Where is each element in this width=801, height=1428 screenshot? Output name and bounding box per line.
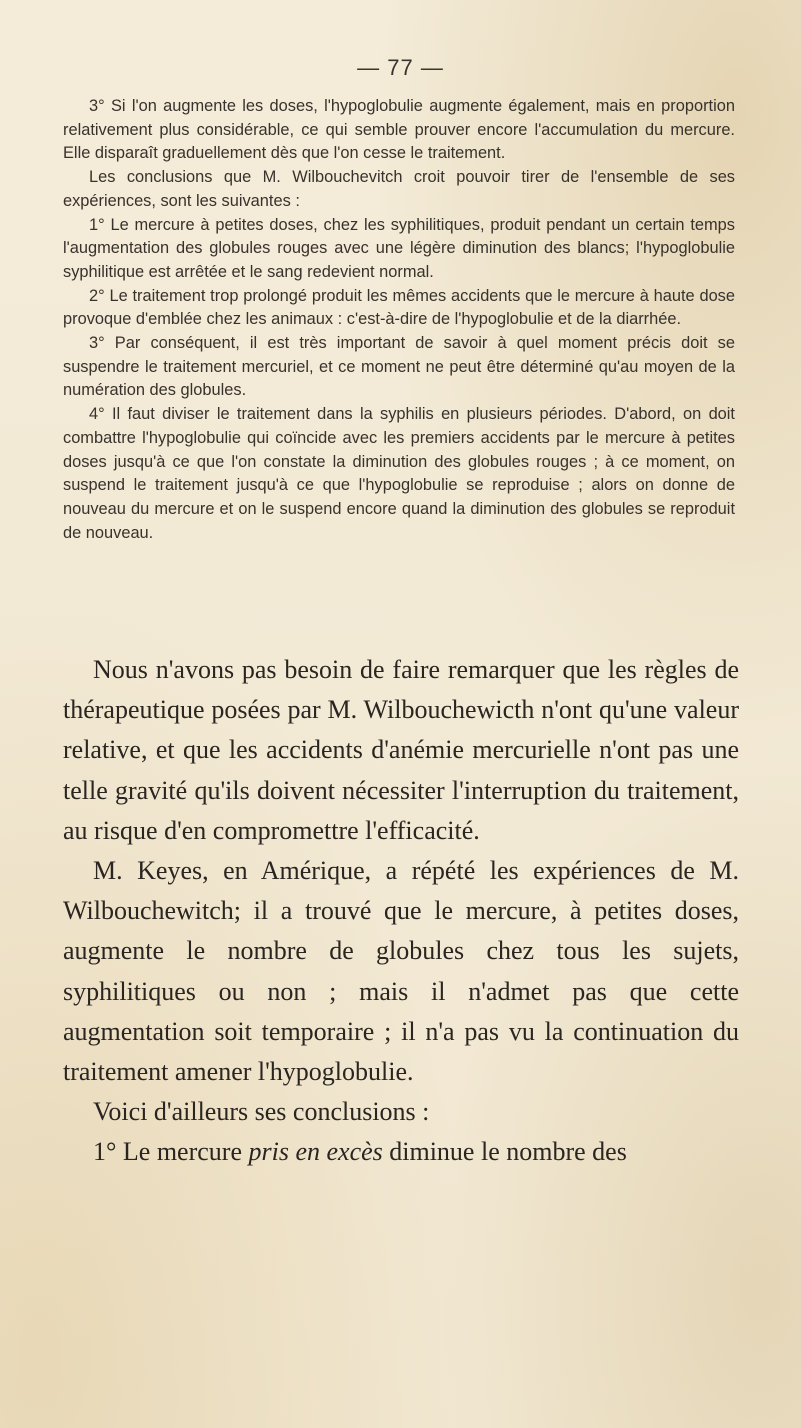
page-number: — 77 —: [357, 55, 444, 80]
paragraph-conclusion-3: 3° Par conséquent, il est très important de savoir à quel moment précis doit se suspendre le traitement mercuriel, et ce moment ne peut être déterminé qu'au moyen de la numération des globules.: [63, 334, 735, 400]
paragraph-keyes-conclusion-1: [63, 1132, 739, 1172]
paragraph-conclusion-1: 1° Le mercure à petites doses, chez les syphilitiques, produit pendant un certain temps l'augmentation des globules rouges avec une légère diminution des blancs; l'hypoglobulie syphilitique est arrêtée et le sang redevient normal.: [63, 215, 735, 281]
paragraph-conclusions-lead: Voici d'ailleurs ses conclusions :: [93, 1097, 430, 1127]
paragraph-conclusion-4: 4° Il faut diviser le traitement dans la syphilis en plusieurs périodes. D'abord, on doit combattre l'hypoglobulie qui coïncide avec les premiers accidents par le mercure à petites doses jusqu'à ce que l'on constate la diminution des globules rouges ; à ce moment, on suspend le traitement jusqu'à ce que l'hypoglobulie se reproduise ; alors on donne de nouveau du mercure et on le suspend encore quand la diminution des globules se reproduit de nouveau.: [63, 405, 735, 542]
small-print-section: [63, 95, 735, 545]
paragraph-dose-increase: 3° Si l'on augmente les doses, l'hypoglobulie augmente également, mais en proportion relativement plus considérable, ce qui semble prouver encore l'accumulation du mercure. Elle disparaît graduellement dès que l'on cesse le traitement.: [63, 97, 735, 163]
paragraph-conclusions-intro: Les conclusions que M. Wilbouchevitch croit pouvoir tirer de l'ensemble de ses expériences, sont les suivantes :: [63, 168, 735, 210]
main-text-section: [63, 650, 739, 1173]
conclusion-emphasis: pris en excès: [248, 1137, 383, 1167]
paragraph-therapeutic-rules: Nous n'avons pas besoin de faire remarquer que les règles de thérapeutique posées par M. Wilbouchewicth n'ont qu'une valeur relative, et que les accidents d'anémie mercurielle n'ont pas une telle gravité qu'ils doivent nécessiter l'interruption du traitement, au risque d'en compromettre l'efficacité.: [63, 655, 739, 845]
conclusion-prefix: 1° Le mercure: [93, 1137, 249, 1167]
paragraph-conclusion-2: 2° Le traitement trop prolongé produit les mêmes accidents que le mercure à haute dose provoque d'emblée chez les animaux : c'est-à-dire de l'hypoglobulie et de la diarrhée.: [63, 286, 735, 329]
conclusion-suffix: diminue le nombre des: [382, 1137, 627, 1167]
paragraph-keyes-experiments: M. Keyes, en Amérique, a répété les expériences de M. Wilbouchewitch; il a trouvé que le mercure, à petites doses, augmente le nombre de globules chez tous les sujets, syphilitiques ou non ; mais il n'admet pas que cette augmentation soit temporaire ; il n'a pas vu la continuation du traitement amener l'hypoglobulie.: [63, 856, 739, 1087]
